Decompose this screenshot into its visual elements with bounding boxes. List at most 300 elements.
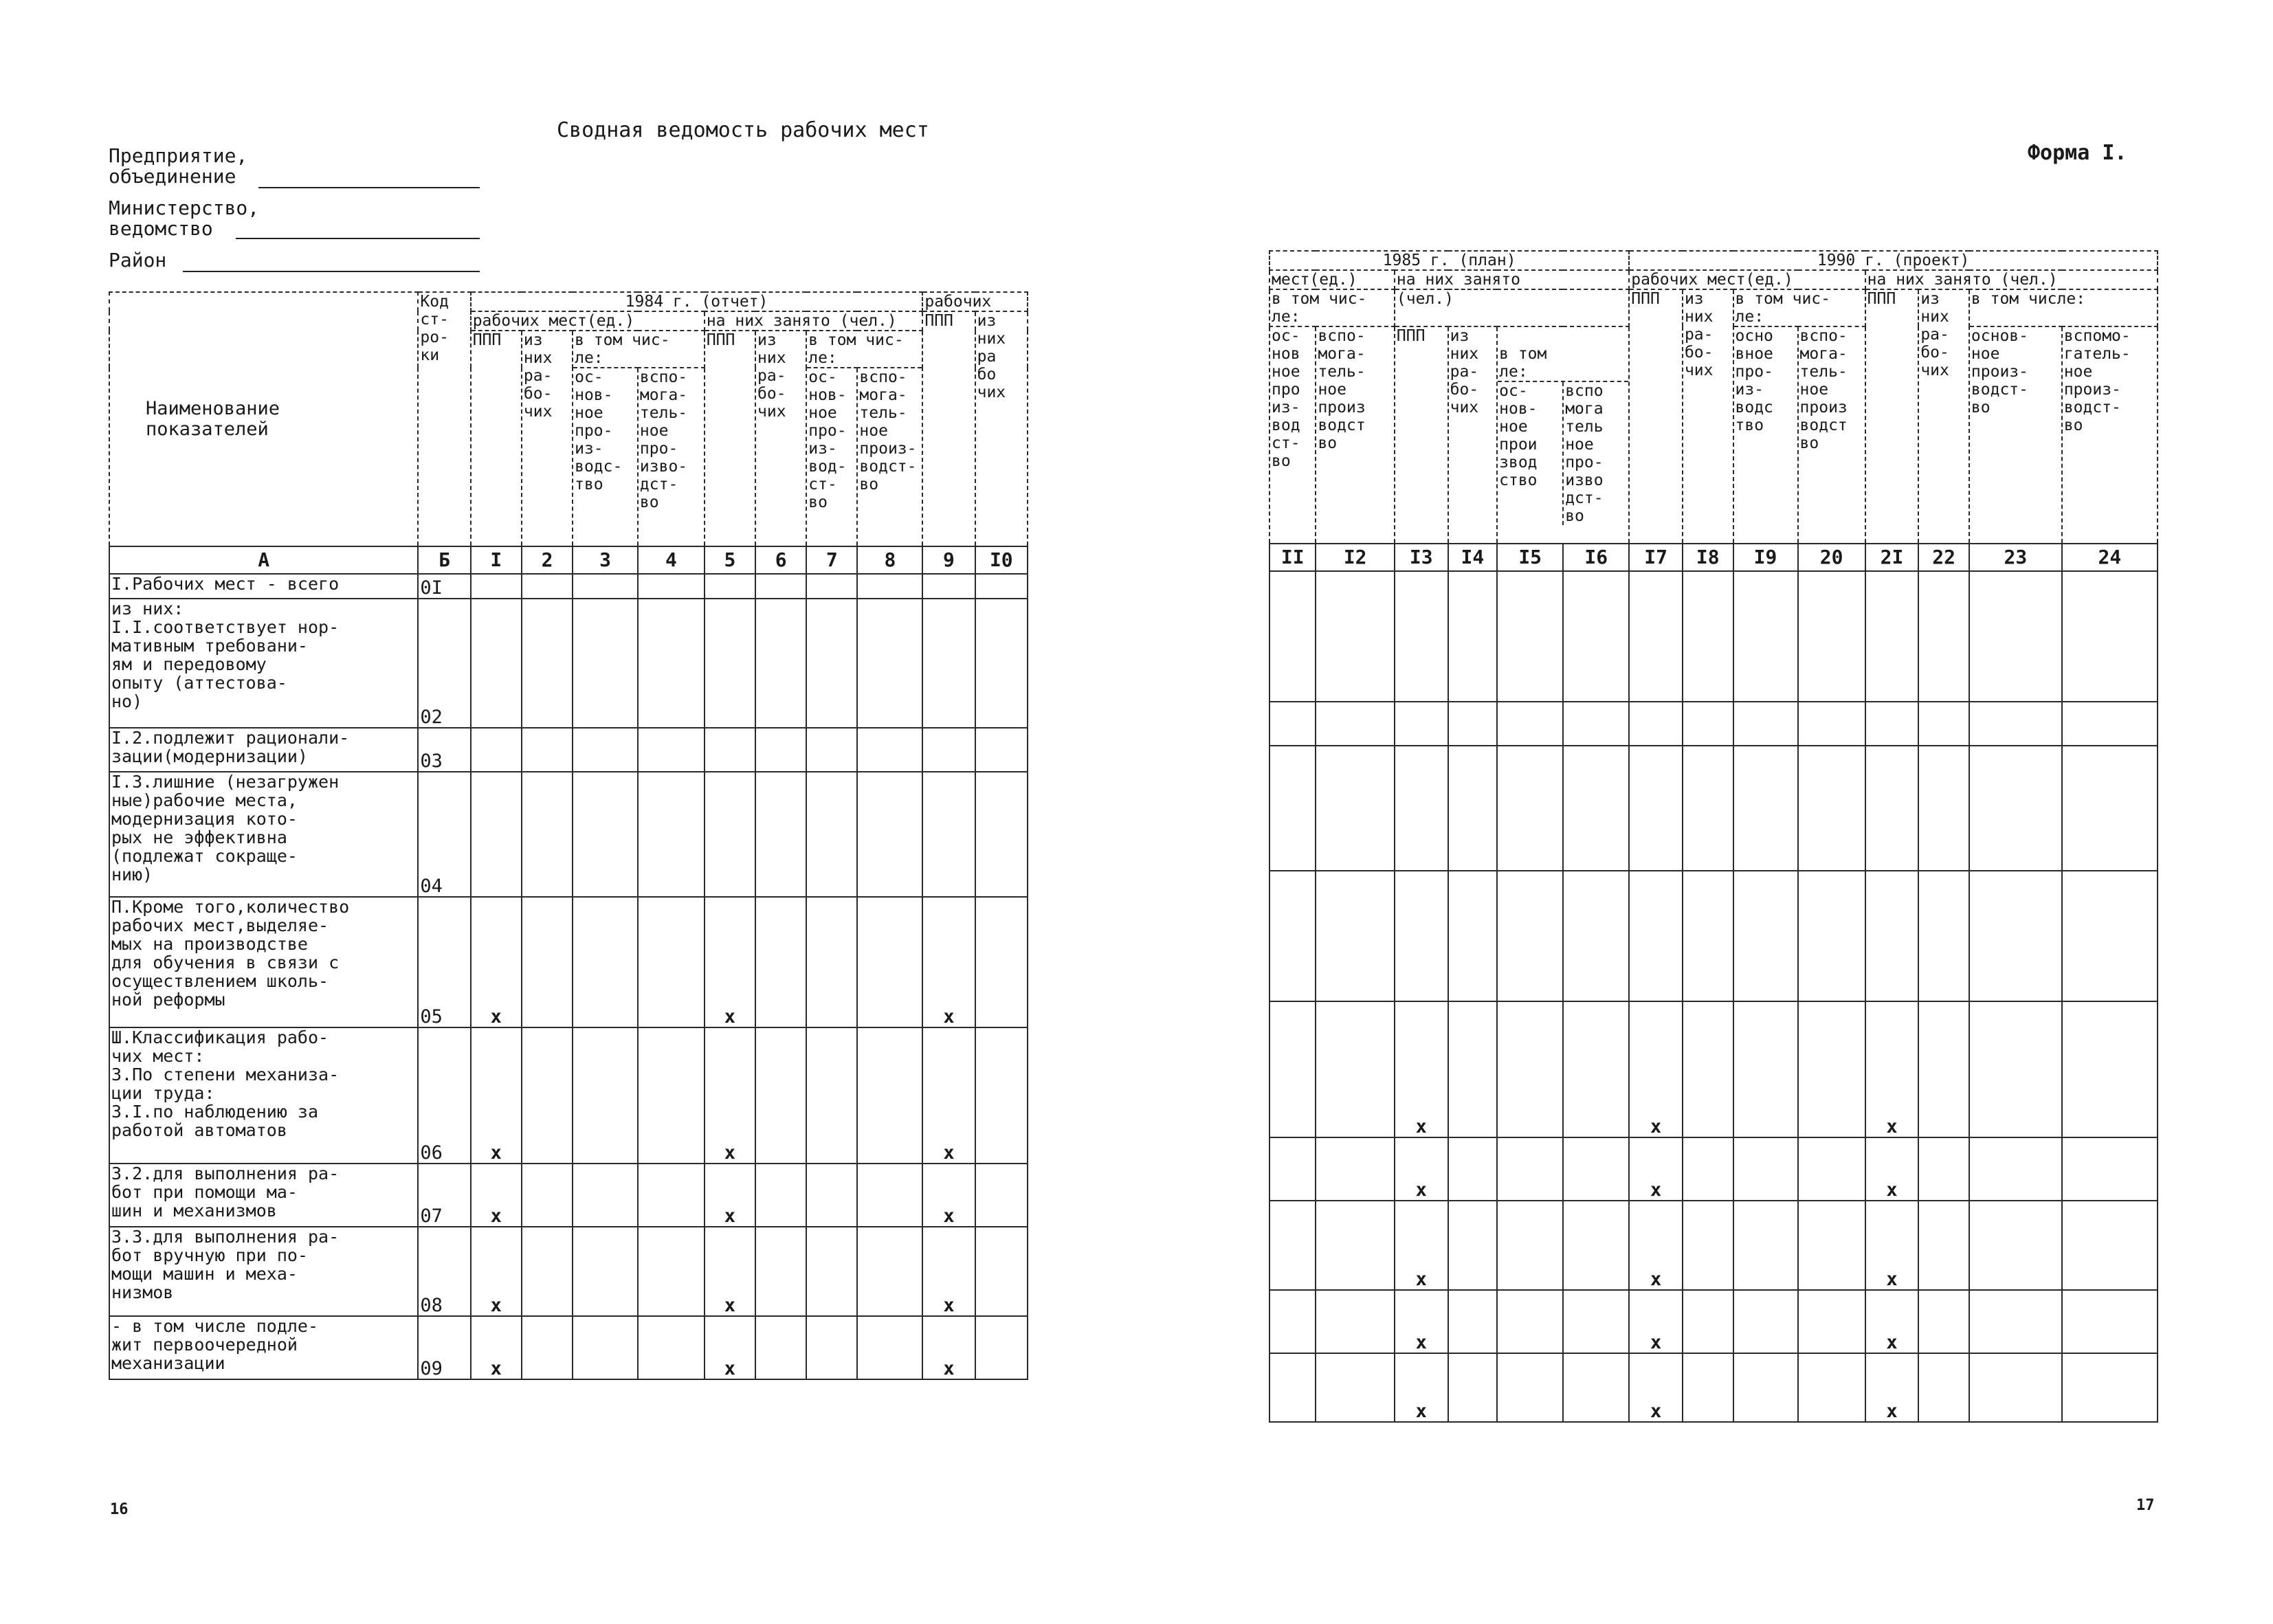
table-cell[interactable] [1918, 871, 1969, 1001]
table-cell[interactable] [2062, 1201, 2158, 1290]
table-cell[interactable] [1798, 571, 1865, 702]
column-header-including-23-24: в том числе: [1969, 289, 2158, 326]
column-header-of-them-workers-22: из них ра- бо- чих [1918, 289, 1969, 544]
table-cell[interactable] [1733, 702, 1798, 746]
table-row [1269, 702, 2158, 746]
table-cell[interactable] [975, 1227, 1028, 1316]
table-cell[interactable] [1448, 1290, 1498, 1353]
column-header-main-production-23: основ- ное произ- водст- во [1969, 326, 2062, 544]
table-cell[interactable] [1563, 1201, 1629, 1290]
table-cell[interactable] [857, 1164, 922, 1227]
row-code: 04 [418, 772, 470, 897]
table-cell[interactable] [1798, 871, 1865, 1001]
column-header-auxiliary-production-20: вспо- мога- тель- ное произ водст во [1798, 326, 1865, 544]
table-cell[interactable] [2062, 746, 2158, 871]
table-cell[interactable] [522, 1227, 573, 1316]
table-cell[interactable]: x [471, 897, 522, 1027]
table-cell[interactable] [1969, 702, 2062, 746]
table-cell[interactable] [2062, 702, 2158, 746]
table-row [109, 1027, 1028, 1164]
table-row [109, 772, 1028, 897]
table-cell[interactable] [1563, 1353, 1629, 1422]
table-cell[interactable] [806, 772, 857, 897]
table-cell[interactable] [1969, 1353, 2062, 1422]
table-cell[interactable] [1269, 1201, 1316, 1290]
table-row [109, 728, 1028, 772]
table-cell[interactable] [705, 728, 755, 772]
table-cell[interactable] [857, 1316, 922, 1379]
table-cell[interactable] [1969, 746, 2062, 871]
table-cell[interactable] [857, 599, 922, 728]
column-letter: 8 [857, 546, 922, 574]
table-cell[interactable] [1563, 1137, 1629, 1201]
table-cell[interactable] [806, 1227, 857, 1316]
table-cell[interactable] [1395, 571, 1448, 702]
table-cell[interactable] [1969, 1001, 2062, 1137]
left-summary-table [109, 291, 1028, 1380]
table-cell[interactable] [1969, 1290, 2062, 1353]
column-header-main-production-7: ос- нов- ное про- из- вод- ст- во [806, 368, 857, 546]
table-cell[interactable] [1448, 871, 1498, 1001]
table-row [1269, 571, 2158, 702]
table-cell[interactable] [1563, 746, 1629, 871]
table-cell[interactable] [638, 1227, 705, 1316]
column-header-of-them-workers-6: из них ра- бо- чих [755, 331, 806, 546]
table-cell[interactable] [1563, 1001, 1629, 1137]
header-field-ministry-input[interactable] [236, 238, 480, 239]
table-cell[interactable] [922, 728, 975, 772]
table-cell[interactable] [573, 1027, 638, 1164]
column-header-ppp-13: ППП [1395, 326, 1448, 544]
table-cell[interactable] [1269, 702, 1316, 746]
column-header-year-1985: 1985 г. (план) [1269, 251, 1629, 270]
table-cell[interactable] [1316, 871, 1394, 1001]
table-cell[interactable]: x [705, 1227, 755, 1316]
table-cell[interactable] [638, 1316, 705, 1379]
table-cell[interactable] [1563, 871, 1629, 1001]
table-row [109, 1227, 1028, 1316]
table-cell[interactable] [573, 772, 638, 897]
column-header-ppp-5: ППП [705, 331, 755, 546]
table-cell[interactable]: x [1865, 1290, 1919, 1353]
column-number: I4 [1448, 544, 1498, 571]
table-cell[interactable] [2062, 571, 2158, 702]
column-number: 23 [1969, 544, 2062, 571]
table-cell[interactable] [1683, 746, 1733, 871]
table-cell[interactable] [975, 897, 1028, 1027]
header-field-enterprise-label: Предприятие, объединение [109, 144, 248, 188]
table-cell[interactable] [857, 897, 922, 1027]
table-cell[interactable] [1269, 746, 1316, 871]
table-cell[interactable] [573, 897, 638, 1027]
row-code: 09 [418, 1316, 470, 1379]
table-cell[interactable] [1629, 746, 1683, 871]
row-indicator-name: П.Кроме того,количество рабочих мест,выделяе- мых на производстве для обучения в связи с осуществлением школь- ной реформы [109, 897, 418, 1027]
table-cell[interactable] [1448, 1001, 1498, 1137]
table-cell[interactable] [1918, 1001, 1969, 1137]
table-cell[interactable] [638, 599, 705, 728]
table-cell[interactable] [1269, 1001, 1316, 1137]
header-field-district-input[interactable] [183, 271, 480, 272]
table-cell[interactable]: x [922, 1164, 975, 1227]
table-cell[interactable] [471, 574, 522, 599]
column-header-year-1990: 1990 г. (проект) [1629, 251, 2158, 270]
column-header-including-3-4: в том чис- ле: [573, 331, 705, 368]
table-cell[interactable] [1316, 702, 1394, 746]
table-cell[interactable] [1395, 702, 1448, 746]
table-cell[interactable] [573, 1316, 638, 1379]
table-cell[interactable] [2062, 1353, 2158, 1422]
table-cell[interactable] [1316, 1201, 1394, 1290]
table-cell[interactable] [857, 772, 922, 897]
table-cell[interactable]: x [1865, 1353, 1919, 1422]
table-cell[interactable] [1865, 746, 1919, 871]
column-header-main-production-19: осно вное про- из- водс тво [1733, 326, 1798, 544]
table-cell[interactable] [1497, 1201, 1563, 1290]
row-code: 02 [418, 599, 470, 728]
table-cell[interactable] [1865, 871, 1919, 1001]
column-letter: 9 [922, 546, 975, 574]
table-cell[interactable] [975, 1164, 1028, 1227]
table-cell[interactable]: x [1865, 1201, 1919, 1290]
column-letter: I0 [975, 546, 1028, 574]
table-cell[interactable] [1316, 571, 1394, 702]
column-number: 2I [1865, 544, 1919, 571]
table-cell[interactable] [755, 574, 806, 599]
column-header-including-11-12: в том чис- ле: [1269, 289, 1395, 326]
table-cell[interactable] [1918, 571, 1969, 702]
table-cell[interactable]: x [1395, 1001, 1448, 1137]
header-field-enterprise-input[interactable] [258, 187, 480, 188]
table-cell[interactable] [1497, 1290, 1563, 1353]
table-cell[interactable] [1497, 1001, 1563, 1137]
table-cell[interactable] [1448, 571, 1498, 702]
table-cell[interactable] [1865, 571, 1919, 702]
table-cell[interactable] [522, 599, 573, 728]
table-cell[interactable]: x [1865, 1001, 1919, 1137]
table-cell[interactable]: x [705, 1027, 755, 1164]
table-cell[interactable] [1563, 571, 1629, 702]
table-cell[interactable] [1969, 1137, 2062, 1201]
table-cell[interactable] [755, 1316, 806, 1379]
table-cell[interactable] [1918, 1290, 1969, 1353]
column-header-ppp-21: ППП [1865, 289, 1919, 544]
column-letter-row [109, 546, 1028, 574]
column-header-of-them-workers-2: из них ра- бо- чих [522, 331, 573, 546]
table-cell[interactable] [1683, 871, 1733, 1001]
column-number: I9 [1733, 544, 1798, 571]
table-cell[interactable] [1563, 702, 1629, 746]
table-cell[interactable] [755, 728, 806, 772]
table-cell[interactable] [806, 897, 857, 1027]
table-cell[interactable] [471, 599, 522, 728]
table-cell[interactable] [1969, 571, 2062, 702]
column-header-ppp-1: ППП [471, 331, 522, 546]
table-row [1269, 1353, 2158, 1422]
table-cell[interactable] [857, 1027, 922, 1164]
table-cell[interactable]: x [1629, 1290, 1683, 1353]
table-cell[interactable] [1497, 1137, 1563, 1201]
table-cell[interactable] [1733, 1137, 1798, 1201]
table-row [1269, 871, 2158, 1001]
column-header-employed-1990: на них занято (чел.) [1865, 270, 2158, 289]
table-cell[interactable] [1918, 1137, 1969, 1201]
table-cell[interactable] [573, 728, 638, 772]
table-cell[interactable] [1497, 1353, 1563, 1422]
table-cell[interactable] [1316, 1353, 1394, 1422]
table-cell[interactable] [975, 728, 1028, 772]
table-cell[interactable] [1918, 1353, 1969, 1422]
row-indicator-name: - в том числе подле- жит первоочередной механизации [109, 1316, 418, 1379]
column-header-workplaces-units: рабочих мест(ед.) [471, 311, 705, 331]
table-cell[interactable] [1448, 702, 1498, 746]
table-cell[interactable]: x [705, 1164, 755, 1227]
table-cell[interactable] [1683, 571, 1733, 702]
page-number-right: 17 [2136, 1497, 2155, 1514]
table-cell[interactable] [1733, 1290, 1798, 1353]
row-indicator-name: из них: I.I.соответствует нор- мативным требовани- ям и передовому опыту (аттестова- но) [109, 599, 418, 728]
table-cell[interactable] [1918, 1201, 1969, 1290]
row-code: 08 [418, 1227, 470, 1316]
table-cell[interactable] [857, 1227, 922, 1316]
table-cell[interactable] [573, 574, 638, 599]
table-cell[interactable] [471, 728, 522, 772]
column-number: I6 [1563, 544, 1629, 571]
table-cell[interactable]: x [922, 897, 975, 1027]
table-cell[interactable]: x [471, 1164, 522, 1227]
column-header-workers-short: рабочих [922, 292, 1028, 311]
table-cell[interactable]: x [705, 1316, 755, 1379]
table-cell[interactable] [1629, 871, 1683, 1001]
form-label: Форма I. [2028, 141, 2127, 165]
table-cell[interactable] [522, 897, 573, 1027]
table-cell[interactable] [755, 772, 806, 897]
column-number: I2 [1316, 544, 1394, 571]
table-cell[interactable] [1683, 1353, 1733, 1422]
column-header-ppp-9: ППП [922, 311, 975, 546]
table-cell[interactable] [522, 1316, 573, 1379]
table-cell[interactable] [1629, 702, 1683, 746]
table-cell[interactable] [573, 1164, 638, 1227]
table-cell[interactable] [755, 1227, 806, 1316]
column-number: I5 [1497, 544, 1563, 571]
table-cell[interactable] [1316, 1001, 1394, 1137]
table-cell[interactable] [1733, 871, 1798, 1001]
page-number-left: 16 [110, 1501, 129, 1518]
table-cell[interactable] [975, 599, 1028, 728]
table-cell[interactable]: x [1865, 1137, 1919, 1201]
table-cell[interactable] [1563, 1290, 1629, 1353]
table-cell[interactable] [705, 599, 755, 728]
table-cell[interactable]: x [1629, 1137, 1683, 1201]
table-cell[interactable]: x [1395, 1353, 1448, 1422]
table-cell[interactable] [1798, 746, 1865, 871]
table-cell[interactable] [1316, 1290, 1394, 1353]
table-cell[interactable] [1733, 1353, 1798, 1422]
table-cell[interactable]: x [471, 1027, 522, 1164]
table-cell[interactable]: x [922, 1316, 975, 1379]
column-header-main-production-15: ос- нов- ное прои звод ство [1498, 382, 1564, 525]
table-cell[interactable] [755, 1027, 806, 1164]
table-cell[interactable] [1683, 1001, 1733, 1137]
table-cell[interactable] [705, 574, 755, 599]
table-cell[interactable] [975, 1316, 1028, 1379]
column-number: I7 [1629, 544, 1683, 571]
table-cell[interactable] [806, 728, 857, 772]
table-cell[interactable]: x [922, 1227, 975, 1316]
column-letter: 4 [638, 546, 705, 574]
table-cell[interactable] [755, 599, 806, 728]
table-cell[interactable] [975, 772, 1028, 897]
table-cell[interactable]: x [922, 1027, 975, 1164]
table-cell[interactable] [806, 1164, 857, 1227]
column-header-auxiliary-production-8: вспо- мога- тель- ное произ- водст- во [857, 368, 922, 546]
table-cell[interactable] [1733, 1201, 1798, 1290]
table-row [109, 574, 1028, 599]
column-number-row [1269, 544, 2158, 571]
table-cell[interactable] [1316, 746, 1394, 871]
table-cell[interactable] [1918, 702, 1969, 746]
table-cell[interactable]: x [1395, 1137, 1448, 1201]
table-cell[interactable] [1497, 746, 1563, 871]
table-cell[interactable] [806, 599, 857, 728]
table-cell[interactable] [1269, 871, 1316, 1001]
table-cell[interactable] [1395, 871, 1448, 1001]
table-cell[interactable] [1733, 746, 1798, 871]
table-cell[interactable] [1497, 702, 1563, 746]
table-cell[interactable]: x [1629, 1001, 1683, 1137]
table-cell[interactable] [1448, 1137, 1498, 1201]
table-cell[interactable] [1798, 702, 1865, 746]
table-cell[interactable] [922, 574, 975, 599]
table-cell[interactable] [2062, 1137, 2158, 1201]
table-cell[interactable] [975, 574, 1028, 599]
column-header-ppp-17: ППП [1629, 289, 1683, 544]
column-header-of-them-workers-18: из них ра- бо- чих [1683, 289, 1733, 544]
column-number: 22 [1918, 544, 1969, 571]
table-cell[interactable] [1316, 1137, 1394, 1201]
table-cell[interactable] [922, 772, 975, 897]
table-cell[interactable] [638, 1164, 705, 1227]
table-cell[interactable] [1269, 571, 1316, 702]
table-cell[interactable] [1448, 746, 1498, 871]
column-letter: I [471, 546, 522, 574]
table-cell[interactable]: x [1629, 1201, 1683, 1290]
table-cell[interactable] [1497, 571, 1563, 702]
table-cell[interactable] [2062, 1290, 2158, 1353]
table-cell[interactable] [806, 574, 857, 599]
table-cell[interactable]: x [705, 897, 755, 1027]
table-cell[interactable] [522, 1027, 573, 1164]
table-cell[interactable] [1798, 1001, 1865, 1137]
table-cell[interactable] [522, 574, 573, 599]
header-field-district-label: Район [109, 249, 167, 271]
table-cell[interactable] [471, 772, 522, 897]
table-cell[interactable] [1798, 1353, 1865, 1422]
table-cell[interactable] [1683, 1201, 1733, 1290]
column-header-main-production-3: ос- нов- ное про- из- водс- тво [573, 368, 638, 546]
table-cell[interactable] [1798, 1201, 1865, 1290]
table-cell[interactable] [638, 574, 705, 599]
table-cell[interactable] [1969, 871, 2062, 1001]
table-cell[interactable] [638, 1027, 705, 1164]
column-number: 20 [1798, 544, 1865, 571]
column-header-workplaces-cont: мест(ед.) [1269, 270, 1395, 289]
table-cell[interactable] [806, 1316, 857, 1379]
row-code: 06 [418, 1027, 470, 1164]
table-cell[interactable] [1969, 1201, 2062, 1290]
table-cell[interactable] [522, 1164, 573, 1227]
row-code: 03 [418, 728, 470, 772]
table-cell[interactable] [1269, 1290, 1316, 1353]
table-cell[interactable] [1733, 571, 1798, 702]
column-header-year-1984: 1984 г. (отчет) [471, 292, 923, 311]
table-cell[interactable] [1448, 1201, 1498, 1290]
row-indicator-name: I.Рабочих мест - всего [109, 574, 418, 599]
table-cell[interactable]: x [1629, 1353, 1683, 1422]
table-cell[interactable] [573, 1227, 638, 1316]
table-cell[interactable] [2062, 1001, 2158, 1137]
table-cell[interactable] [522, 772, 573, 897]
table-row [109, 1316, 1028, 1379]
table-cell[interactable]: x [1395, 1201, 1448, 1290]
table-cell[interactable] [1629, 571, 1683, 702]
table-cell[interactable] [1497, 871, 1563, 1001]
document-title: Сводная ведомость рабочих мест [557, 118, 929, 142]
table-cell[interactable] [638, 772, 705, 897]
table-cell[interactable] [1798, 1290, 1865, 1353]
table-cell[interactable] [2062, 871, 2158, 1001]
table-cell[interactable] [857, 728, 922, 772]
table-cell[interactable]: x [471, 1227, 522, 1316]
table-cell[interactable] [922, 599, 975, 728]
table-cell[interactable] [1683, 1290, 1733, 1353]
table-cell[interactable] [1448, 1353, 1498, 1422]
column-letter: 5 [705, 546, 755, 574]
table-cell[interactable] [755, 1164, 806, 1227]
table-cell[interactable] [1683, 702, 1733, 746]
table-cell[interactable] [857, 574, 922, 599]
column-header-persons-1985: (чел.) [1395, 289, 1629, 326]
table-cell[interactable] [1865, 702, 1919, 746]
table-row [1269, 746, 2158, 871]
table-cell[interactable] [522, 728, 573, 772]
column-header-including-19-20: в том чис- ле: [1733, 289, 1865, 326]
table-cell[interactable] [705, 772, 755, 897]
table-cell[interactable]: x [1395, 1290, 1448, 1353]
table-cell[interactable] [806, 1027, 857, 1164]
table-cell[interactable] [638, 897, 705, 1027]
table-row [109, 897, 1028, 1027]
table-cell[interactable] [1798, 1137, 1865, 1201]
header-field-ministry-label: Министерство, ведомство [109, 197, 260, 240]
table-cell[interactable] [1918, 746, 1969, 871]
table-cell[interactable] [755, 897, 806, 1027]
table-cell[interactable]: x [471, 1316, 522, 1379]
table-cell[interactable] [1683, 1137, 1733, 1201]
table-cell[interactable] [975, 1027, 1028, 1164]
table-row [1269, 1290, 2158, 1353]
column-header-including-label: в том ле: [1498, 345, 1628, 382]
column-header-indicator-name: Наименование показателей [109, 292, 418, 546]
table-cell[interactable] [1269, 1137, 1316, 1201]
table-cell[interactable] [573, 599, 638, 728]
table-cell[interactable] [1269, 1353, 1316, 1422]
table-cell[interactable] [1733, 1001, 1798, 1137]
table-cell[interactable] [638, 728, 705, 772]
table-cell[interactable] [1395, 746, 1448, 871]
column-letter: 3 [573, 546, 638, 574]
